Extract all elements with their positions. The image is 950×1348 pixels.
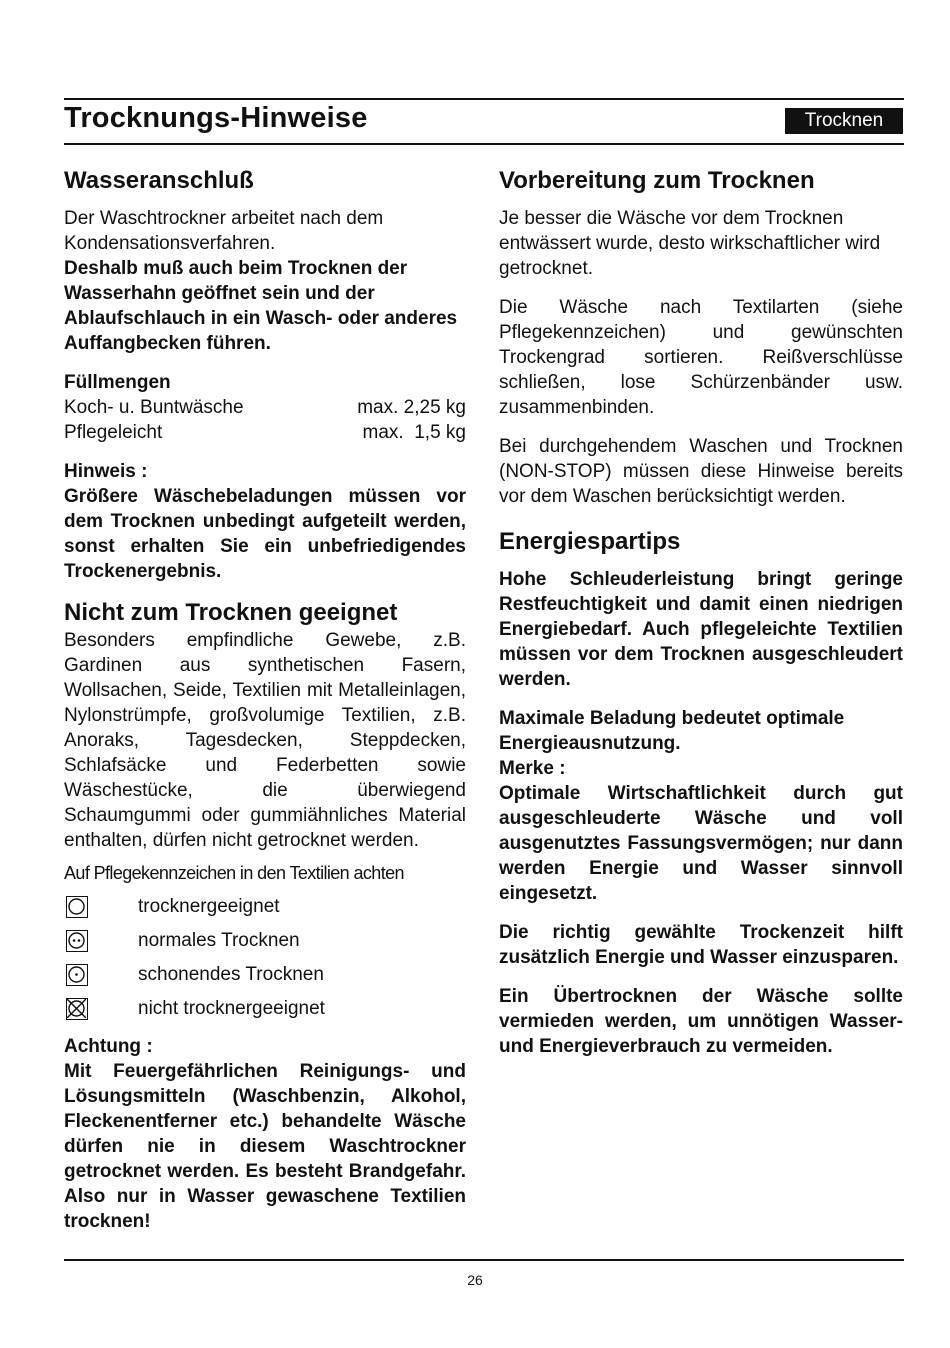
warning-section (64, 1034, 466, 1234)
care-symbol-row (64, 958, 466, 992)
warning-text: Mit Feuergefährlichen Reinigungs- und Lösungsmitteln (Waschbenzin, Alkohol, Fleckenentferner etc.) behandelte Wäsche dürfen nie in diesem Waschtrockner getrocknet werden. Es besteht Brandgefahr. Also nur in Wasser gewaschene Textilien trocknen! (64, 1061, 466, 1232)
fill-value: max. 2,25 kg (357, 397, 466, 418)
preparation-paragraph: Je besser die Wäsche vor dem Trocknen entwässert wurde, desto wirkschaftlicher wird getrocknet. (499, 208, 881, 279)
water-connection-intro: Der Waschtrockner arbeitet nach dem Kondensationsverfahren. (64, 208, 384, 254)
energy-paragraph: Ein Übertrocknen der Wäsche sollte vermieden werden, um unnötigen Wasser- und Energieverbrauch zu vermeiden. (499, 986, 903, 1057)
section-tab: Trocknen (785, 108, 903, 134)
energy-section (499, 527, 903, 1059)
right-column (499, 166, 903, 1059)
care-symbol-row (64, 924, 466, 958)
note-heading: Hinweis : (64, 461, 148, 482)
care-symbol-label: schonendes Trocknen (138, 964, 324, 985)
fill-label: Koch- u. Buntwäsche (64, 397, 244, 418)
care-symbol-label: normales Trocknen (138, 930, 300, 951)
header-top-rule (64, 98, 904, 100)
tumble-dry-gentle-icon (66, 964, 88, 986)
preparation-paragraph: Die Wäsche nach Textilarten (siehe Pflegekennzeichen) und gewünschten Trockengrad sortieren. Reißverschlüsse schließen, lose Schürzenbänder usw. zusammenbinden. (499, 297, 903, 418)
preparation-section (499, 166, 903, 509)
tumble-dry-normal-icon (66, 930, 88, 952)
unsuitable-heading: Nicht zum Trocknen geeignet (64, 599, 398, 626)
energy-paragraph: Die richtig gewählte Trockenzeit hilft zusätzlich Energie und Wasser einzusparen. (499, 922, 903, 968)
energy-paragraph: Maximale Beladung bedeutet optimale Energieausnutzung. (499, 708, 845, 754)
fill-label: Pflegeleicht (64, 422, 163, 443)
preparation-heading: Vorbereitung zum Trocknen (499, 167, 815, 194)
warning-heading: Achtung : (64, 1036, 153, 1057)
energy-note-text: Optimale Wirtschaftlichkeit durch gut ausgeschleuderte Wäsche und voll ausgenutztes Fassungsvermögen; nur dann werden Energie und Wasser sinnvoll eingesetzt. (499, 783, 903, 904)
energy-note-heading: Merke : (499, 758, 566, 779)
left-column (64, 166, 466, 1234)
fill-quantity-section (64, 370, 466, 445)
water-connection-section (64, 166, 466, 356)
energy-heading: Energiespartips (499, 528, 681, 555)
fill-quantity-heading: Füllmengen (64, 372, 171, 393)
fill-value: max. 1,5 kg (362, 422, 466, 443)
page-number: 26 (467, 1272, 483, 1288)
energy-paragraph: Hohe Schleuderleistung bringt geringe Restfeuchtigkeit und damit einen niedrigen Energiebedarf. Auch pflegeleichte Textilien müssen vor dem Trocknen ausgeschleudert werden. (499, 569, 903, 690)
page-title: Trocknungs-Hinweise (64, 102, 368, 134)
preparation-paragraph: Bei durchgehendem Waschen und Trocknen (NON-STOP) müssen diese Hinweise bereits vor dem Waschen berücksichtigt werden. (499, 436, 903, 507)
water-connection-heading: Wasseranschluß (64, 167, 254, 194)
care-symbol-row (64, 890, 466, 924)
care-symbol-row (64, 992, 466, 1026)
fill-row-easycare (64, 420, 466, 445)
unsuitable-text: Besonders empfindliche Gewebe, z.B. Gardinen aus synthetischen Fasern, Wollsachen, Seide, Textilien mit Metalleinlagen, Nylonstrümpfe, großvolumige Textilien, z.B. Anoraks, Tagesdecken, Steppdecken, Schlafsäcke und Federbetten sowie Wäschestücke, die überwiegend Schaumgummi oder gummiähnliches Material enthalten, dürfen nicht getrocknet werden. (64, 630, 466, 851)
unsuitable-section (64, 598, 466, 853)
water-connection-instruction: Deshalb muß auch beim Trocknen der Wasserhahn geöffnet sein und der Ablaufschlauch in ein Wasch- oder anderes Auffangbecken führen. (64, 258, 458, 354)
care-label-intro: Auf Pflegekennzeichen in den Textilien achten (64, 863, 404, 883)
note-text: Größere Wäschebeladungen müssen vor dem Trocknen unbedingt aufgeteilt werden, sonst erhalten Sie ein unbefriedigendes Trockenergebnis. (64, 486, 466, 582)
note-section (64, 459, 466, 584)
header-bottom-rule (64, 143, 904, 145)
care-symbol-label: trocknergeeignet (138, 896, 280, 917)
care-symbol-label: nicht trocknergeeignet (138, 998, 325, 1019)
footer-rule (64, 1259, 904, 1261)
tumble-dry-icon (66, 896, 88, 918)
no-tumble-dry-icon (66, 998, 88, 1020)
fill-row-cotton (64, 395, 466, 420)
care-label-section (64, 861, 466, 1026)
